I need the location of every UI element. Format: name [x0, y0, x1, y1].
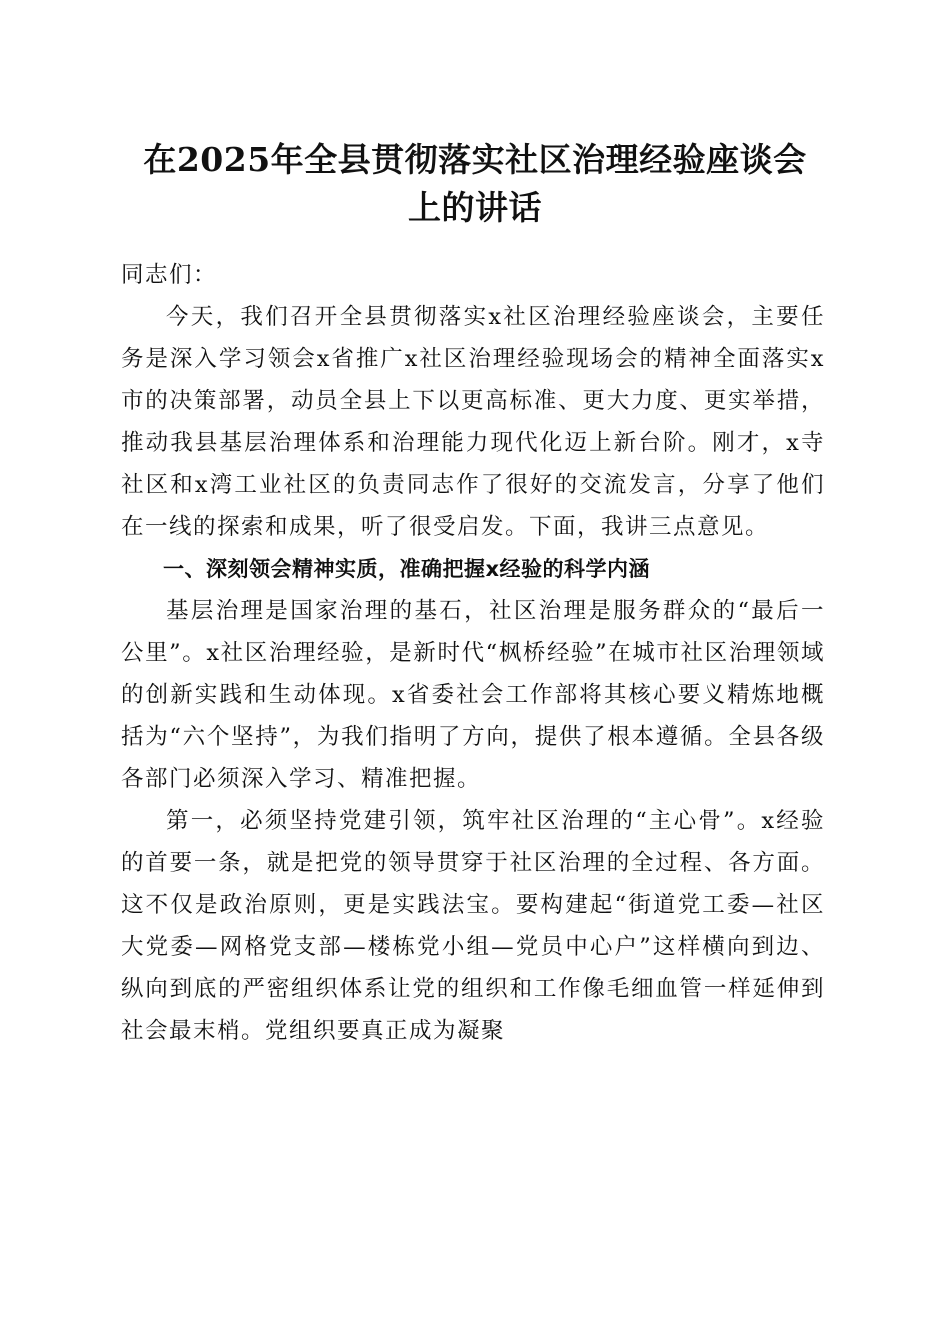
intro-paragraph: 今天，我们召开全县贯彻落实x社区治理经验座谈会，主要任务是深入学习领会x省推广x社区治理经验现场会的精神全面落实x市的决策部署，动员全县上下以更高标准、更大力度、更实举措，推动我县基层治理体系和治理能力现代化迈上新台阶。刚才，x寺社区和x湾工业社区的负责同志作了很好的交流发言，分享了他们在一线的探索和成果，听了很受启发。下面，我讲三点意见。 [121, 304, 825, 540]
title-line-2: 上的讲话 [408, 188, 542, 227]
title-line-1: 在2025年全县贯彻落实社区治理经验座谈会 [143, 140, 807, 179]
section-heading-1: 一、深刻领会精神实质，准确把握x经验的科学内涵 [163, 557, 651, 581]
document-body [121, 254, 825, 1052]
body-paragraph: 第一，必须坚持党建引领，筑牢社区治理的“主心骨”。x经验的首要一条，就是把党的领导贯穿于社区治理的全过程、各方面。这不仅是政治原则，更是实践法宝。要构建起“街道党工委—社区大党委—网格党支部—楼栋党小组—党员中心户”这样横向到边、纵向到底的严密组织体系让党的组织和工作像毛细血管一样延伸到社会最末梢。党组织要真正成为凝聚 [121, 808, 825, 1044]
salutation: 同志们： [121, 262, 218, 288]
document-title [110, 136, 840, 232]
body-paragraph: 基层治理是国家治理的基石，社区治理是服务群众的“最后一公里”。x社区治理经验，是新时代“枫桥经验”在城市社区治理领域的创新实践和生动体现。x省委社会工作部将其核心要义精炼地概括为“六个坚持”，为我们指明了方向，提供了根本遵循。全县各级各部门必须深入学习、精准把握。 [121, 598, 825, 792]
